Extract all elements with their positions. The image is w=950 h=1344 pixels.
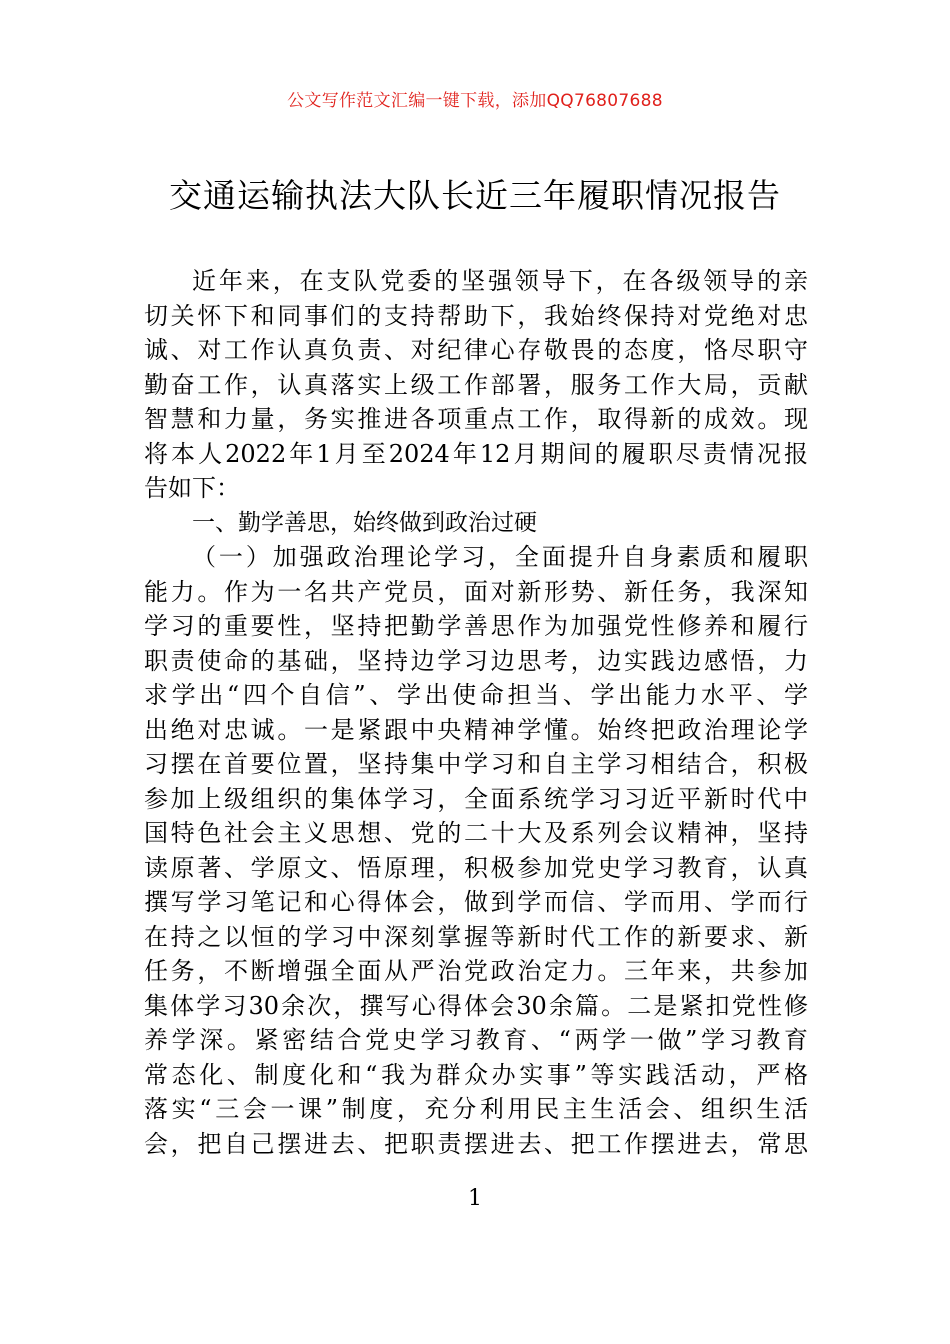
body-line: 习摆在首要位置，坚持集中学习和自主学习相结合，积极 — [144, 750, 808, 778]
body-line: 近年来，在支队党委的坚强领导下，在各级领导的亲 — [192, 267, 808, 295]
body-line: 告如下： — [144, 474, 240, 502]
body-line: 求学出“四个自信”、学出使命担当、学出能力水平、学 — [144, 681, 808, 709]
download-notice: 公文写作范文汇编一键下载，添加QQ76807688 — [287, 91, 663, 111]
body-line: 在持之以恒的学习中深刻掌握等新时代工作的新要求、新 — [144, 922, 808, 951]
body-line: 国特色社会主义思想、党的二十大及系列会议精神，坚持 — [144, 819, 808, 847]
body-line: 将本人2022年1月至2024年12月期间的履职尽责情况报 — [144, 439, 808, 468]
body-line: 任务，不断增强全面从严治党政治定力。三年来，共参加 — [144, 957, 808, 985]
body-line: 出绝对忠诚。一是紧跟中央精神学懂。始终把政治理论学 — [144, 715, 808, 744]
section-heading: 一、勤学善思，始终做到政治过硬 — [192, 509, 537, 536]
body-line: 勤奋工作，认真落实上级工作部署，服务工作大局，贡献 — [144, 370, 808, 399]
body-line: 智慧和力量，务实推进各项重点工作，取得新的成效。现 — [144, 405, 808, 433]
body-line: 学习的重要性，坚持把勤学善思作为加强党性修养和履行 — [144, 612, 808, 640]
body-line: 诚、对工作认真负责、对纪律心存敬畏的态度，恪尽职守 — [144, 336, 808, 364]
body-line: 切关怀下和同事们的支持帮助下，我始终保持对党绝对忠 — [144, 301, 808, 330]
page-number: 1 — [468, 1186, 482, 1211]
body-line: 参加上级组织的集体学习，全面系统学习习近平新时代中 — [144, 784, 808, 813]
body-line: 会，把自己摆进去、把职责摆进去、把工作摆进去，常思 — [144, 1129, 808, 1158]
body-line: 集体学习30余次，撰写心得体会30余篇。二是紧扣党性修 — [144, 991, 808, 1020]
body-line: 能力。作为一名共产党员，面对新形势、新任务，我深知 — [144, 577, 808, 606]
body-line: 职责使命的基础，坚持边学习边思考，边实践边感悟，力 — [144, 646, 808, 675]
body-line: 常态化、制度化和“我为群众办实事”等实践活动，严格 — [144, 1060, 808, 1089]
body-line: 读原著、学原文、悟原理，积极参加党史学习教育，认真 — [144, 853, 808, 882]
body-line: 撰写学习笔记和心得体会，做到学而信、学而用、学而行 — [144, 888, 808, 916]
body-line: 养学深。紧密结合党史学习教育、“两学一做”学习教育 — [144, 1026, 808, 1054]
document-title: 交通运输执法大队长近三年履职情况报告 — [169, 176, 781, 215]
body-line: 落实“三会一课”制度，充分利用民主生活会、组织生活 — [144, 1095, 808, 1123]
body-line: （一）加强政治理论学习，全面提升自身素质和履职 — [192, 543, 808, 571]
document-body — [144, 264, 808, 1161]
